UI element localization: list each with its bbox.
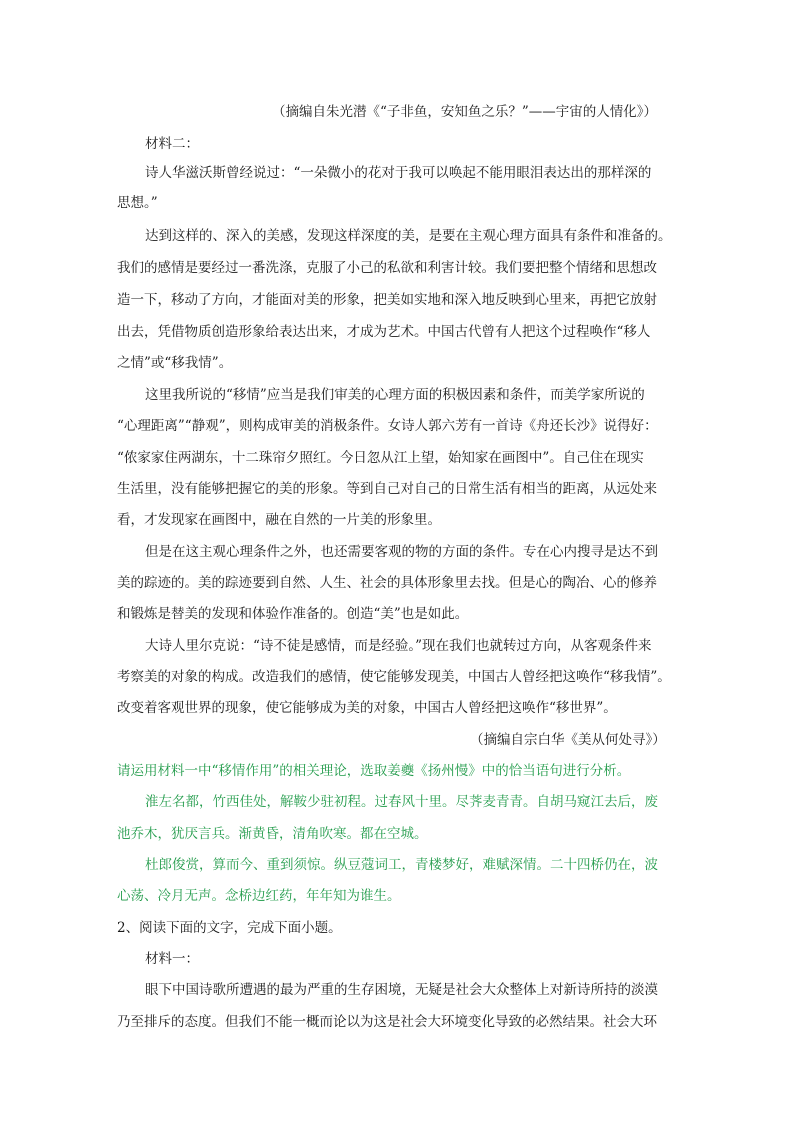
paragraph-line: 造一下，移动了方向，才能面对美的形象，把美如实地和深入地反映到心里来，再把它放射 bbox=[117, 292, 657, 308]
paragraph-line: 和锻炼是替美的发现和体验作准备的。创造“美”也是如此。 bbox=[117, 606, 469, 622]
paragraph-line: 这里我所说的“移情”应当是我们审美的心理方面的积极因素和条件，而美学家所说的 bbox=[145, 387, 645, 403]
paragraph-line: “侬家家住两湖东，十二珠帘夕照红。今日忽从江上望，始知家在画图中”。自己住在现实 bbox=[117, 450, 644, 466]
paragraph-line: 达到这样的、深入的美感，发现这样深度的美，是要在主观心理方面具有条件和准备的。 bbox=[145, 228, 672, 244]
source-citation-1: （摘编自朱光潜《“子非鱼，安知鱼之乐？”——宇宙的人情化》） bbox=[272, 104, 658, 120]
material-one-heading: 材料一： bbox=[145, 951, 199, 967]
paragraph-line: 眼下中国诗歌所遭遇的最为严重的生存困境，无疑是社会大众整体上对新诗所持的淡漠 bbox=[145, 982, 658, 998]
question-two-heading: 2、阅读下面的文字，完成下面小题。 bbox=[117, 920, 342, 936]
paragraph-line: “心理距离”“静观”，则构成审美的消极条件。女诗人郭六芳有一首诗《舟还长沙》说得好： bbox=[117, 418, 658, 434]
poem-line: 杜郎俊赏，算而今、重到须惊。纵豆蔻词工，青楼梦好，难赋深情。二十四桥仍在，波 bbox=[145, 857, 658, 873]
poem-line: 淮左名都，竹西佳处，解鞍少驻初程。过春风十里。尽荠麦青青。自胡马窥江去后，废 bbox=[145, 794, 658, 810]
paragraph-line: 生活里，没有能够把握它的美的形象。等到自己对自己的日常生活有相当的距离，从远处来 bbox=[117, 481, 657, 497]
paragraph-line: 大诗人里尔克说：“诗不徒是感情，而是经验。”现在我们也就转过方向，从客观条件来 bbox=[145, 638, 652, 654]
paragraph-line: 但是在这主观心理条件之外，也还需要客观的物的方面的条件。专在心内搜寻是达不到 bbox=[145, 544, 658, 560]
poem-line: 池乔木，犹厌言兵。渐黄昏，清角吹寒。都在空城。 bbox=[117, 826, 428, 842]
paragraph-line: 诗人华滋沃斯曾经说过：“一朵微小的花对于我可以唤起不能用眼泪表达出的那样深的 bbox=[145, 165, 652, 181]
paragraph-line: 乃至排斥的态度。但我们不能一概而论以为这是社会大环境变化导致的必然结果。社会大环 bbox=[117, 1014, 657, 1030]
poem-line: 心荡、冷月无声。念桥边红药，年年知为谁生。 bbox=[117, 888, 401, 904]
paragraph-line: 出去，凭借物质创造形象给表达出来，才成为艺术。中国古代曾有人把这个过程唤作“移人 bbox=[117, 324, 651, 340]
source-citation-2: （摘编自宗白华《美从何处寻》） bbox=[470, 732, 666, 748]
paragraph-line: 看，才发现家在画图中，融在自然的一片美的形象里。 bbox=[117, 512, 441, 528]
paragraph-line: 改变着客观世界的现象，使它能够成为美的对象，中国古人曾经把这唤作“移世界”。 bbox=[117, 700, 617, 716]
paragraph-line: 思想。” bbox=[117, 195, 158, 211]
paragraph-line: 美的踪迹的。美的踪迹要到自然、人生、社会的具体形象里去找。但是心的陶冶、心的修养 bbox=[117, 575, 657, 591]
material-two-heading: 材料二： bbox=[145, 136, 199, 152]
paragraph-line: 考察美的对象的构成。改造我们的感情，使它能够发现美，中国古人曾经把这唤作“移我情”。 bbox=[117, 669, 671, 685]
paragraph-line: 我们的感情是要经过一番洗涤，克服了小己的私欲和利害计较。我们要把整个情绪和思想改 bbox=[117, 260, 657, 276]
question-prompt: 请运用材料一中“移情作用”的相关理论，选取姜夔《扬州慢》中的恰当语句进行分析。 bbox=[117, 763, 631, 779]
paragraph-line: 之情”或“移我情”。 bbox=[117, 355, 233, 371]
